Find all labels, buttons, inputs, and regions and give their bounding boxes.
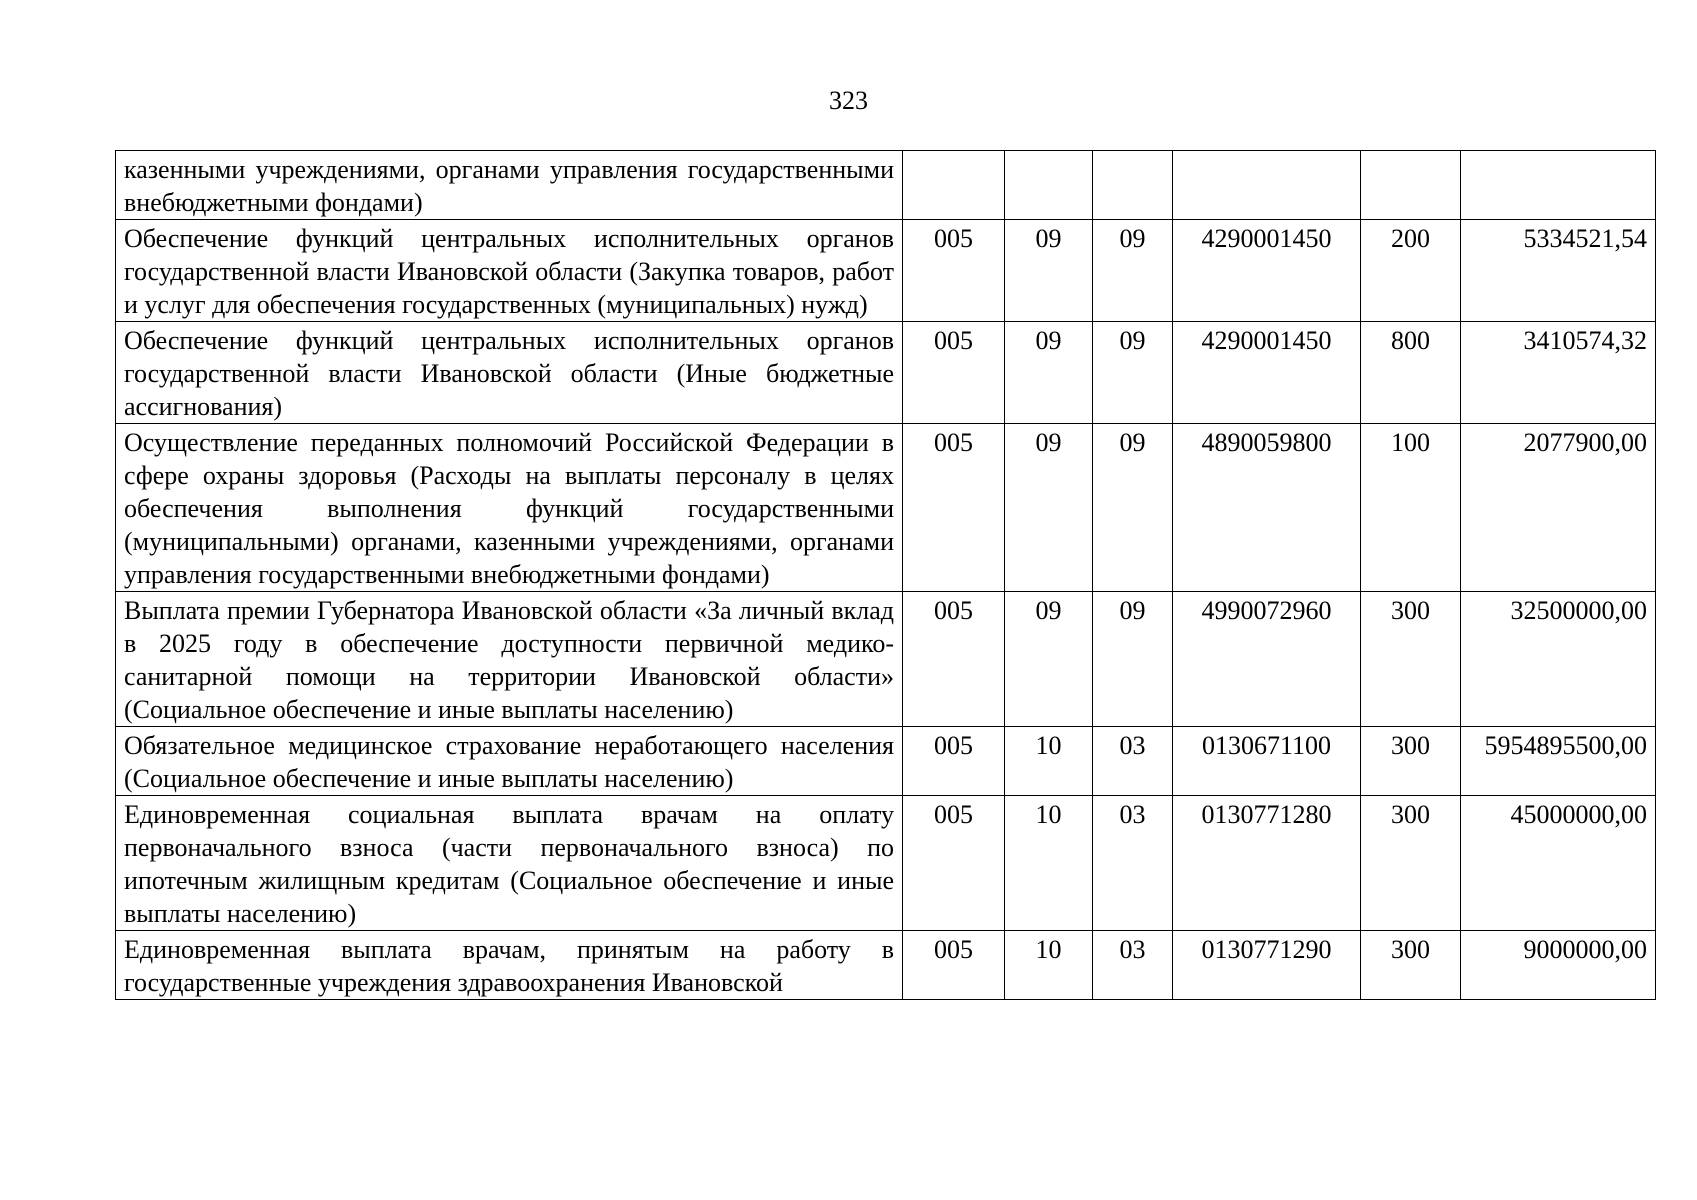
table-row [116, 796, 1656, 931]
expense-type-code: 300 [1361, 796, 1461, 931]
subsection-code: 03 [1093, 796, 1173, 931]
ministry-code: 005 [903, 220, 1005, 322]
amount: 9000000,00 [1461, 931, 1656, 1000]
row-description: Выплата премии Губернатора Ивановской области «За личный вклад в 2025 году в обеспечение доступности первичной медико-санитарной помощи на территории Ивановской области» (Социальное обеспечение и иные выплаты населению) [116, 592, 903, 727]
row-description: казенными учреждениями, органами управления государственными внебюджетными фондами) [116, 151, 903, 220]
amount: 5954895500,00 [1461, 727, 1656, 796]
target-code: 0130671100 [1173, 727, 1361, 796]
subsection-code: 09 [1093, 220, 1173, 322]
subsection-code: 09 [1093, 424, 1173, 592]
table-row [116, 322, 1656, 424]
table-row [116, 592, 1656, 727]
ministry-code: 005 [903, 322, 1005, 424]
subsection-code [1093, 151, 1173, 220]
subsection-code: 03 [1093, 931, 1173, 1000]
amount [1461, 151, 1656, 220]
expense-type-code: 200 [1361, 220, 1461, 322]
row-description: Осуществление переданных полномочий Российской Федерации в сфере охраны здоровья (Расходы на выплаты персоналу в целях обеспечения выполнения функций государственными (муниципальными) органами, казенными учреждениями, органами управления государственными внебюджетными фондами) [116, 424, 903, 592]
table-row [116, 727, 1656, 796]
expense-type-code: 800 [1361, 322, 1461, 424]
row-description: Обеспечение функций центральных исполнительных органов государственной власти Ивановской области (Закупка товаров, работ и услуг для обеспечения государственных (муниципальных) нужд) [116, 220, 903, 322]
table-row [116, 151, 1656, 220]
subsection-code: 09 [1093, 322, 1173, 424]
section-code: 09 [1005, 424, 1093, 592]
amount: 2077900,00 [1461, 424, 1656, 592]
row-description: Единовременная выплата врачам, принятым на работу в государственные учреждения здравоохранения Ивановской [116, 931, 903, 1000]
table-row [116, 220, 1656, 322]
amount: 45000000,00 [1461, 796, 1656, 931]
section-code: 09 [1005, 322, 1093, 424]
expense-type-code: 300 [1361, 592, 1461, 727]
budget-table [115, 150, 1656, 1000]
section-code: 09 [1005, 220, 1093, 322]
ministry-code: 005 [903, 796, 1005, 931]
section-code: 09 [1005, 592, 1093, 727]
subsection-code: 03 [1093, 727, 1173, 796]
target-code: 4290001450 [1173, 322, 1361, 424]
table-row [116, 424, 1656, 592]
target-code: 4990072960 [1173, 592, 1361, 727]
section-code: 10 [1005, 727, 1093, 796]
page-number: 323 [829, 86, 868, 115]
ministry-code: 005 [903, 592, 1005, 727]
ministry-code: 005 [903, 931, 1005, 1000]
ministry-code: 005 [903, 727, 1005, 796]
target-code: 4290001450 [1173, 220, 1361, 322]
expense-type-code [1361, 151, 1461, 220]
expense-type-code: 300 [1361, 727, 1461, 796]
target-code: 4890059800 [1173, 424, 1361, 592]
ministry-code: 005 [903, 424, 1005, 592]
target-code: 0130771290 [1173, 931, 1361, 1000]
amount: 32500000,00 [1461, 592, 1656, 727]
table-row [116, 931, 1656, 1000]
section-code: 10 [1005, 931, 1093, 1000]
expense-type-code: 300 [1361, 931, 1461, 1000]
section-code: 10 [1005, 796, 1093, 931]
amount: 3410574,32 [1461, 322, 1656, 424]
row-description: Обеспечение функций центральных исполнительных органов государственной власти Ивановской области (Иные бюджетные ассигнования) [116, 322, 903, 424]
expense-type-code: 100 [1361, 424, 1461, 592]
subsection-code: 09 [1093, 592, 1173, 727]
amount: 5334521,54 [1461, 220, 1656, 322]
target-code: 0130771280 [1173, 796, 1361, 931]
section-code [1005, 151, 1093, 220]
row-description: Единовременная социальная выплата врачам на оплату первоначального взноса (части первоначального взноса) по ипотечным жилищным кредитам (Социальное обеспечение и иные выплаты населению) [116, 796, 903, 931]
target-code [1173, 151, 1361, 220]
row-description: Обязательное медицинское страхование неработающего населения (Социальное обеспечение и иные выплаты населению) [116, 727, 903, 796]
ministry-code [903, 151, 1005, 220]
